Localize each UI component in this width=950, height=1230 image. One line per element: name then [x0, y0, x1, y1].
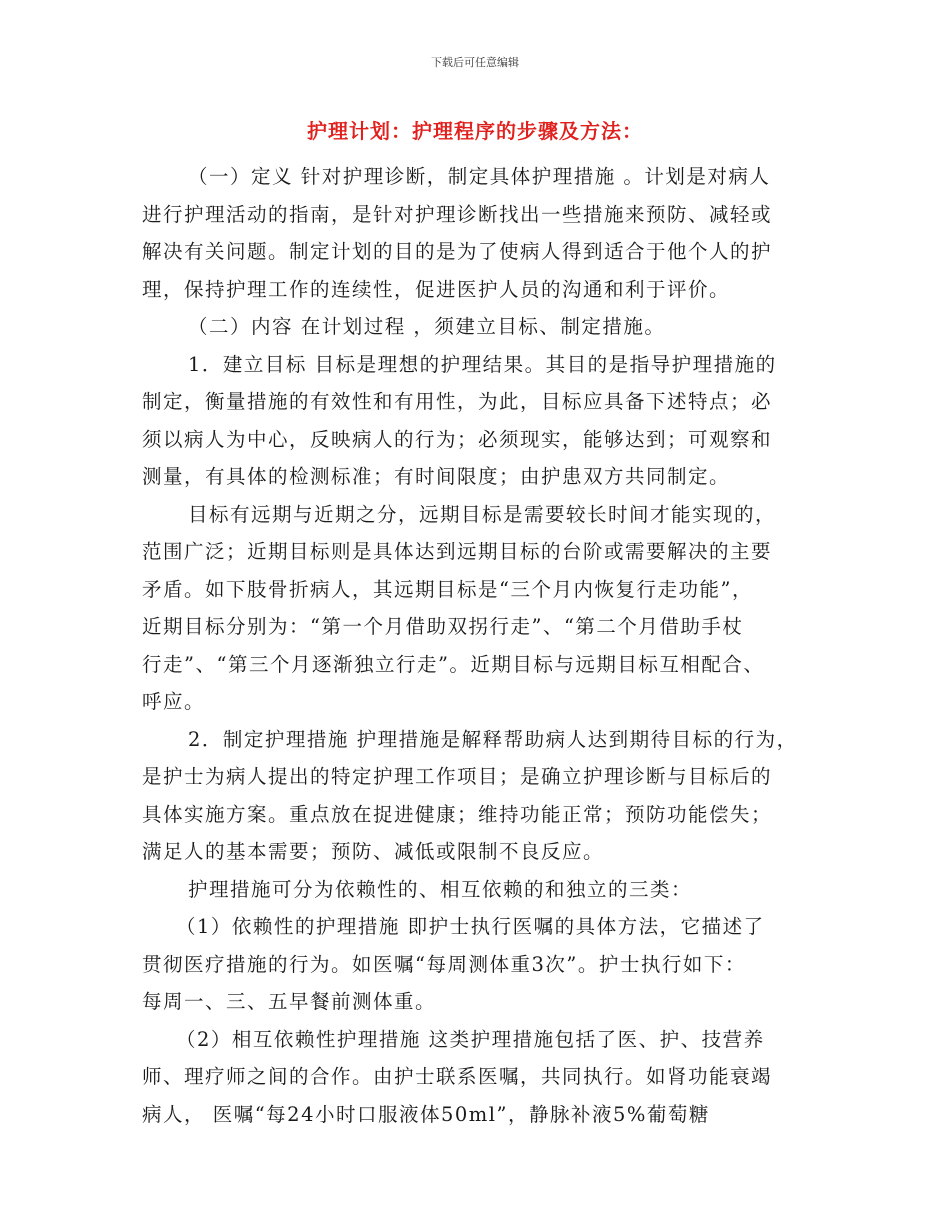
page-header: 下载后可任意编辑 [431, 56, 519, 69]
paragraph-line: （一）定义 针对护理诊断，制定具体护理措施 。计划是对病人 [188, 165, 771, 188]
paragraph-line: 行走”、“第三个月逐渐独立行走”。近期目标与远期目标互相配合、 [142, 652, 765, 676]
paragraph-line: 范围广泛；近期目标则是具体达到远期目标的台阶或需要解决的主要 [142, 540, 773, 563]
paragraph-line: （1）依赖性的护理措施 即护士执行医嘱的具体方法，它描述了 [176, 915, 765, 938]
paragraph-line: 护理措施可分为依赖性的、相互依赖的和独立的三类： [188, 877, 693, 901]
paragraph-line: 满足人的基本需要；预防、减低或限制不良反应。 [142, 840, 605, 863]
paragraph-line: （2）相互依赖性护理措施 这类护理措施包括了医、护、技营养 [176, 1027, 765, 1051]
paragraph-line: 贯彻医疗措施的行为。如医嘱“每周测体重3次”。护士执行如下： [142, 952, 746, 976]
paragraph-line: 具体实施方案。重点放在捉进健康；维持功能正常；预防功能偿失； [142, 802, 773, 826]
document-title: 护理计划：护理程序的步骤及方法： [307, 119, 643, 143]
paragraph-line: 矛盾。如下肢骨折病人，其远期目标是“三个月内恢复行走功能”， [142, 577, 753, 601]
paragraph-line: 每周一、三、五早餐前测体重。 [142, 990, 437, 1013]
paragraph-line: 进行护理活动的指南，是针对护理诊断找出一些措施来预防、减轻或 [142, 202, 773, 226]
paragraph-line: 1．建立目标 目标是理想的护理结果。其目的是指导护理措施的 [188, 352, 777, 376]
paragraph-line: 2．制定护理措施 护理措施是解释帮助病人达到期待目标的行为， [188, 727, 798, 751]
paragraph-line: 师、理疗师之间的合作。由护士联系医嘱，共同执行。如肾功能衰竭 [142, 1065, 773, 1088]
paragraph-line: 呼应。 [142, 690, 206, 713]
paragraph-line: 须以病人为中心，反映病人的行为；必须现实，能够达到；可观察和 [142, 427, 773, 451]
paragraph-line: 制定，衡量措施的有效性和有用性，为此，目标应具备下述特点；必 [142, 390, 773, 413]
paragraph-line: 解决有关问题。制定计划的目的是为了使病人得到适合于他个人的护 [142, 240, 773, 263]
paragraph-line: （二）内容 在计划过程 ，须建立目标、制定措施。 [188, 315, 666, 338]
paragraph-line: 近期目标分别为：“第一个月借助双拐行走”、“第二个月借助手杖 [142, 615, 744, 638]
paragraph-line: 是护士为病人提出的特定护理工作项目；是确立护理诊断与目标后的 [142, 765, 773, 788]
document-body [142, 158, 810, 1133]
paragraph-line: 理，保持护理工作的连续性，促进医护人员的沟通和利于评价。 [142, 277, 731, 301]
paragraph-line: 目标有远期与近期之分，远期目标是需要较长时间才能实现的， [188, 502, 777, 526]
paragraph-line: 病人， 医嘱“每24小时口服液体50ml”，静脉补液5%葡萄糖 [142, 1102, 710, 1126]
paragraph-line: 测量，有具体的检测标准；有时间限度；由护患双方共同制定。 [142, 465, 731, 488]
